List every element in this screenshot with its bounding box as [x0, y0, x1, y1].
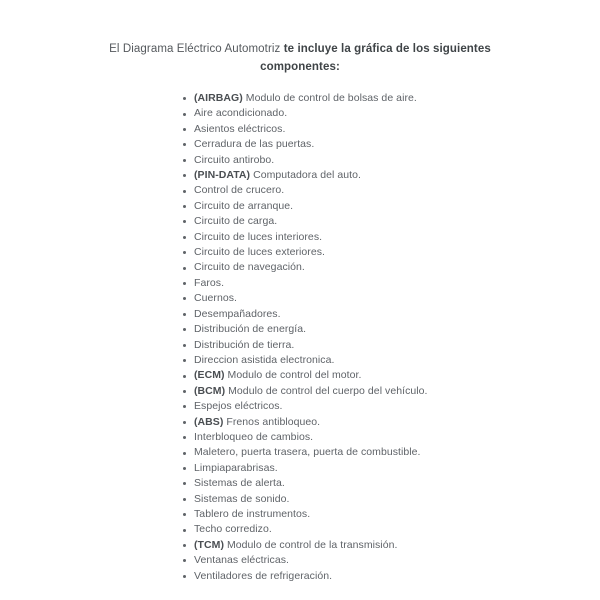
page-title-regular: El Diagrama Eléctrico Automotriz [109, 43, 284, 55]
list-item [183, 368, 428, 383]
item-text: Aire acondicionado. [194, 107, 288, 120]
item-text: Computadora del auto. [253, 169, 361, 182]
item-text: Cerradura de las puertas. [194, 138, 315, 151]
list-item [183, 522, 428, 537]
item-text: Interbloqueo de cambios. [194, 430, 314, 443]
item-bold-prefix: (ECM) [194, 369, 225, 382]
list-item [183, 230, 428, 245]
item-text: Direccion asistida electronica. [194, 353, 335, 366]
item-text: Circuito de navegación. [194, 261, 305, 274]
list-item [183, 122, 428, 137]
item-text: Distribución de energía. [194, 323, 307, 336]
item-text: Control de crucero. [194, 184, 285, 197]
item-text: Modulo de control de bolsas de aire. [245, 92, 417, 104]
list-item [183, 307, 428, 322]
list-item [183, 183, 428, 198]
page-title [90, 40, 510, 76]
item-text: Faros. [194, 276, 225, 289]
item-text: Maletero, puerta trasera, puerta de combustible. [194, 446, 421, 459]
item-text: Frenos antibloqueo. [226, 415, 321, 428]
list-item [183, 291, 428, 306]
list-item [183, 214, 428, 229]
list-item [183, 153, 428, 168]
item-text: Distribución de tierra. [194, 338, 295, 351]
item-bold-prefix: (TCM) [194, 538, 224, 551]
item-text: Tablero de instrumentos. [194, 507, 311, 520]
list-item [183, 476, 428, 491]
list-item [183, 384, 428, 399]
list-item [183, 399, 428, 414]
list-item [183, 430, 428, 445]
item-text: Modulo de control del cuerpo del vehículo. [228, 384, 428, 397]
list-item [183, 91, 428, 106]
list-item [183, 137, 428, 152]
list-item [183, 445, 428, 460]
list-item [183, 415, 428, 430]
components-list [183, 91, 428, 584]
item-text: Sistemas de sonido. [194, 492, 290, 505]
list-item [183, 322, 428, 337]
list-item [183, 569, 428, 584]
list-item [183, 353, 428, 368]
item-text: Ventanas eléctricas. [194, 554, 289, 567]
list-item [183, 338, 428, 353]
list-item [183, 492, 428, 507]
list-item [183, 168, 428, 183]
list-item [183, 507, 428, 522]
list-item [183, 276, 428, 291]
item-text: Ventiladores de refrigeración. [194, 569, 333, 582]
list-item [183, 245, 428, 260]
item-bold-prefix: (BCM) [194, 384, 226, 397]
item-text: Circuito antirobo. [194, 153, 275, 166]
list-item [183, 538, 428, 553]
item-text: Circuito de arranque. [194, 199, 294, 212]
item-text: Modulo de control de la transmisión. [226, 538, 398, 551]
item-text: Asientos eléctricos. [194, 122, 286, 135]
item-text: Cuernos. [194, 292, 238, 305]
item-text: Espejos eléctricos. [194, 400, 283, 413]
list-item [183, 461, 428, 476]
item-text: Desempañadores. [194, 307, 281, 320]
page-title-bold: te incluye la gráfica de los siguientes componentes: [260, 43, 491, 73]
item-text: Circuito de carga. [194, 215, 278, 228]
item-text: Sistemas de alerta. [194, 477, 285, 490]
list-item [183, 553, 428, 568]
item-text: Modulo de control del motor. [227, 369, 362, 382]
item-bold-prefix: (ABS) [194, 415, 224, 428]
item-bold-prefix: (PIN-DATA) [194, 169, 251, 182]
item-text: Circuito de luces exteriores. [194, 246, 326, 259]
item-text: Circuito de luces interiores. [194, 230, 323, 243]
list-item [183, 106, 428, 121]
item-text: Techo corredizo. [194, 523, 272, 536]
item-text: Limpiaparabrisas. [194, 461, 278, 474]
list-item [183, 260, 428, 275]
list-item [183, 199, 428, 214]
item-bold-prefix: (AIRBAG) [194, 92, 243, 104]
